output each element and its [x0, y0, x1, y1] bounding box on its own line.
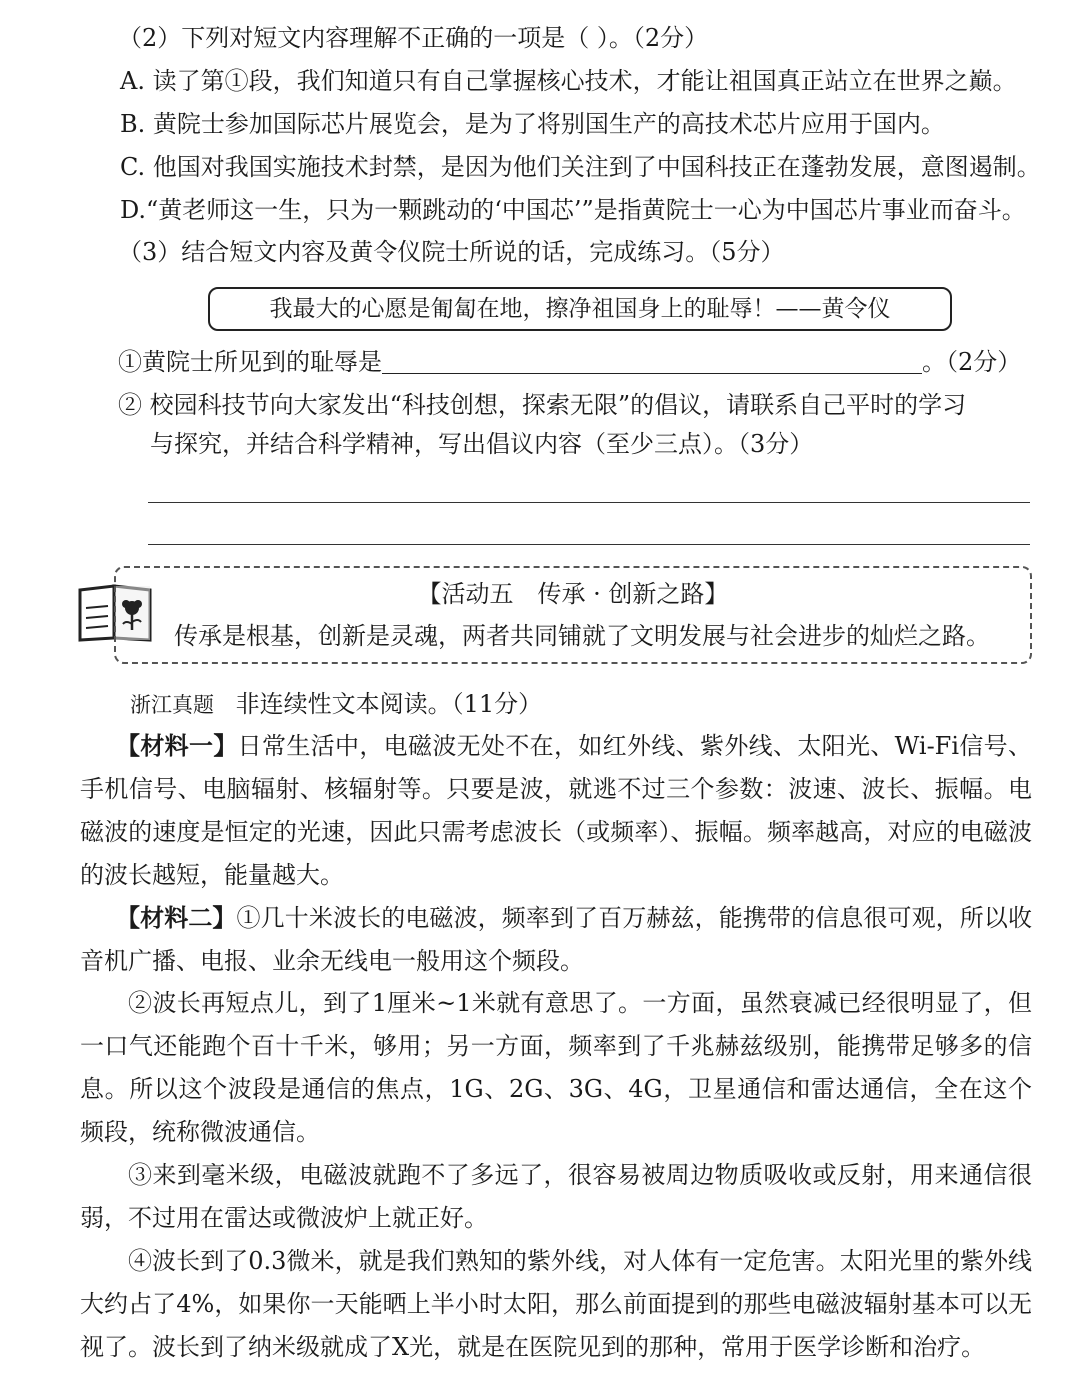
material-2-p1	[80, 896, 1032, 983]
quote-text: 我最大的心愿是匍匐在地，擦净祖国身上的耻辱！——黄令仪	[269, 296, 891, 322]
material-1-text: 日常生活中，电磁波无处不在，如红外线、紫外线、太阳光、Wi-Fi信号、手机信号、电脑辐射、核辐射等。只要是波，就逃不过三个参数：波速、波长、振幅。电磁波的速度是恒定的光速，因此只需考虑波长（或频率）、振幅。频率越高，对应的电磁波的波长越短，能量越大。	[80, 732, 1033, 889]
activity-box	[114, 566, 1032, 664]
sub-question-2-line-1: ② 校园科技节向大家发出“科技创想，探索无限”的倡议，请联系自己平时的学习	[118, 391, 967, 419]
sub-question-1-prefix: ①黄院士所见到的耻辱是	[118, 348, 382, 376]
option-d: D.“黄老师这一生，只为一颗跳动的‘中国芯’”是指黄院士一心为中国芯片事业而奋斗。	[120, 196, 1026, 224]
material-1	[80, 724, 1032, 897]
sub-question-1	[118, 346, 1021, 378]
quote-box	[208, 287, 952, 331]
answer-line-2[interactable]	[148, 544, 1030, 545]
question-2-stem: （2）下列对短文内容理解不正确的一项是（ ）。（2分）	[118, 24, 709, 52]
material-1-label: 【材料一】	[116, 731, 238, 760]
material-2-p2: ②波长再短点儿，到了1厘米~1米就有意思了。一方面，虽然衰减已经很明显了，但一口气还能跑个百十千米，够用；另一方面，频率到了千兆赫兹级别，能携带足够多的信息。所以这个波段是通信的焦点，1G、2G、3G、4G，卫星通信和雷达通信，全在这个频段，统称微波通信。	[80, 989, 1032, 1146]
option-b: B. 黄院士参加国际芯片展览会，是为了将别国生产的高技术芯片应用于国内。	[120, 110, 945, 138]
section-title: 非连续性文本阅读。（11分）	[235, 690, 543, 718]
sub-question-2-line-2: 与探究，并结合科学精神，写出倡议内容（至少三点）。（3分）	[150, 430, 814, 458]
section-heading	[130, 688, 542, 721]
answer-blank[interactable]	[382, 347, 922, 374]
section-tag: 浙江真题	[130, 693, 214, 717]
material-2-label: 【材料二】	[116, 903, 237, 932]
option-c: C. 他国对我国实施技术封禁，是因为他们关注到了中国科技正在蓬勃发展，意图遏制。	[120, 153, 1041, 181]
material-2-p1-text: ①几十米波长的电磁波，频率到了百万赫兹，能携带的信息很可观，所以收音机广播、电报、业余无线电一般用这个频段。	[80, 904, 1033, 975]
activity-text: 传承是根基，创新是灵魂，两者共同铺就了文明发展与社会进步的灿烂之路。	[174, 622, 990, 650]
material-2-p4: ④波长到了0.3微米，就是我们熟知的紫外线，对人体有一定危害。太阳光里的紫外线大约占了4%，如果你一天能晒上半小时太阳，那么前面提到的那些电磁波辐射基本可以无视了。波长到了纳米级就成了X光，就是在医院见到的那种，常用于医学诊断和治疗。	[80, 1247, 1032, 1361]
answer-line-1[interactable]	[148, 502, 1030, 503]
question-3-stem: （3）结合短文内容及黄令仪院士所说的话，完成练习。（5分）	[118, 238, 785, 266]
material-2-p3: ③来到毫米级，电磁波就跑不了多远了，很容易被周边物质吸收或反射，用来通信很弱，不过用在雷达或微波炉上就正好。	[80, 1161, 1032, 1232]
sub-question-1-suffix: 。（2分）	[922, 348, 1022, 376]
activity-title: 【活动五 传承 · 创新之路】	[417, 580, 729, 608]
option-a: A. 读了第①段，我们知道只有自己掌握核心技术，才能让祖国真正站立在世界之巅。	[120, 67, 1017, 95]
